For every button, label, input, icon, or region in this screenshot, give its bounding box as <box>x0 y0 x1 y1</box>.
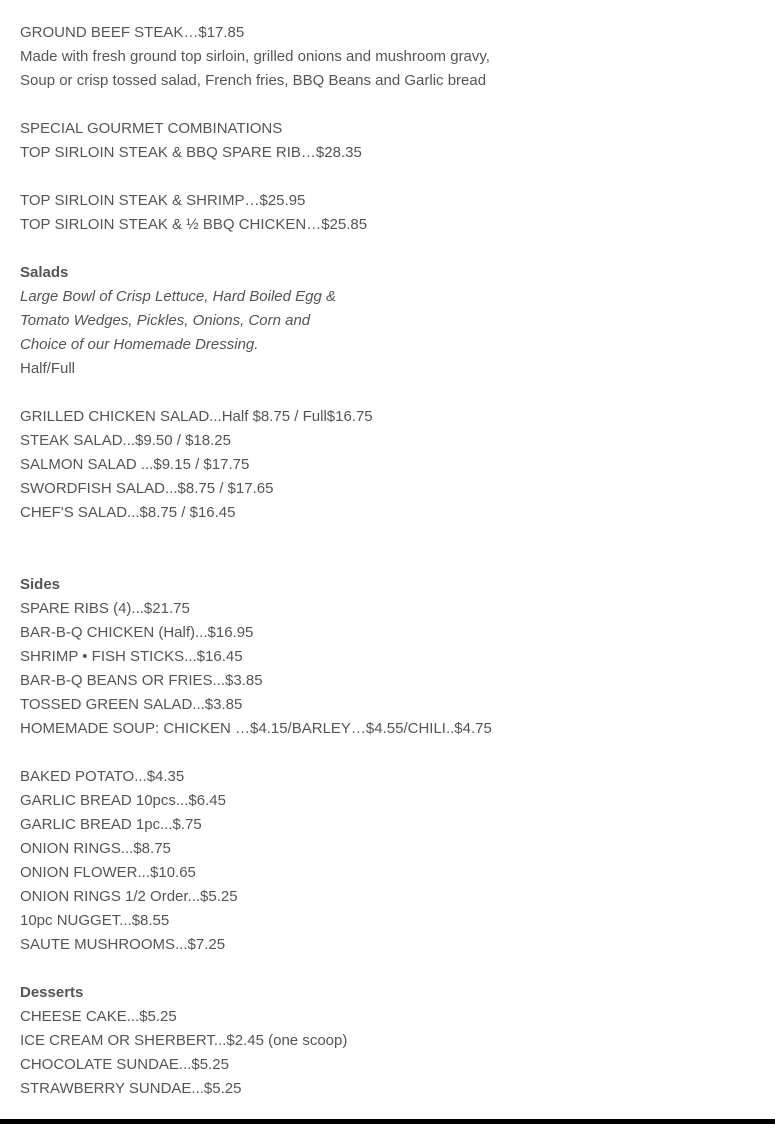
steak-title: GROUND BEEF STEAK…$17.85 <box>20 24 245 41</box>
side-item: BAKED POTATO...$4.35 <box>20 768 185 785</box>
combinations-heading: SPECIAL GOURMET COMBINATIONS <box>20 120 283 137</box>
side-item: BAR-B-Q BEANS OR FRIES...$3.85 <box>20 672 263 689</box>
side-item: GARLIC BREAD 10pcs...$6.45 <box>20 792 226 809</box>
salads-description-line: Large Bowl of Crisp Lettuce, Hard Boiled Egg & <box>20 288 337 305</box>
spacer <box>20 237 760 261</box>
side-item: BAR-B-Q CHICKEN (Half)...$16.95 <box>20 624 254 641</box>
spacer <box>20 381 760 405</box>
side-item: GARLIC BREAD 1pc...$.75 <box>20 816 202 833</box>
salads-description-line: Tomato Wedges, Pickles, Onions, Corn and <box>20 312 311 329</box>
salad-item: STEAK SALAD...$9.50 / $18.25 <box>20 432 231 449</box>
combination-item: TOP SIRLOIN STEAK & SHRIMP…$25.95 <box>20 192 306 209</box>
salads-description-line: Choice of our Homemade Dressing. <box>20 336 259 353</box>
salad-item: SWORDFISH SALAD...$8.75 / $17.65 <box>20 480 274 497</box>
desserts-heading: Desserts <box>20 984 84 1001</box>
side-item: 10pc NUGGET...$8.55 <box>20 912 170 929</box>
side-item: ONION RINGS...$8.75 <box>20 840 171 857</box>
sides-heading: Sides <box>20 576 61 593</box>
spacer <box>20 525 760 573</box>
bottom-border <box>0 1119 775 1124</box>
side-item: TOSSED GREEN SALAD...$3.85 <box>20 696 243 713</box>
combination-item: TOP SIRLOIN STEAK & ½ BBQ CHICKEN…$25.85 <box>20 216 368 233</box>
spacer <box>20 93 760 117</box>
side-item: ONION RINGS 1/2 Order...$5.25 <box>20 888 238 905</box>
dessert-item: CHOCOLATE SUNDAE...$5.25 <box>20 1056 229 1073</box>
salad-item: SALMON SALAD ...$9.15 / $17.75 <box>20 456 250 473</box>
menu-content <box>20 21 760 1101</box>
salad-item: GRILLED CHICKEN SALAD...Half $8.75 / Full$16.75 <box>20 408 373 425</box>
side-item: SPARE RIBS (4)...$21.75 <box>20 600 190 617</box>
steak-description-line: Made with fresh ground top sirloin, grilled onions and mushroom gravy, <box>20 48 490 65</box>
dessert-item: ICE CREAM OR SHERBERT...$2.45 (one scoop) <box>20 1032 348 1049</box>
spacer <box>20 741 760 765</box>
side-item: HOMEMADE SOUP: CHICKEN …$4.15/BARLEY…$4.55/CHILI..$4.75 <box>20 720 492 737</box>
salads-size-note: Half/Full <box>20 360 76 377</box>
side-item: SAUTE MUSHROOMS...$7.25 <box>20 936 226 953</box>
spacer <box>20 165 760 189</box>
combination-item: TOP SIRLOIN STEAK & BBQ SPARE RIB…$28.35 <box>20 144 362 161</box>
dessert-item: CHEESE CAKE...$5.25 <box>20 1008 177 1025</box>
salad-item: CHEF'S SALAD...$8.75 / $16.45 <box>20 504 236 521</box>
spacer <box>20 957 760 981</box>
side-item: ONION FLOWER...$10.65 <box>20 864 196 881</box>
steak-description-line: Soup or crisp tossed salad, French fries, BBQ Beans and Garlic bread <box>20 72 487 89</box>
dessert-item: STRAWBERRY SUNDAE...$5.25 <box>20 1080 242 1097</box>
salads-heading: Salads <box>20 264 69 281</box>
side-item: SHRIMP • FISH STICKS...$16.45 <box>20 648 243 665</box>
